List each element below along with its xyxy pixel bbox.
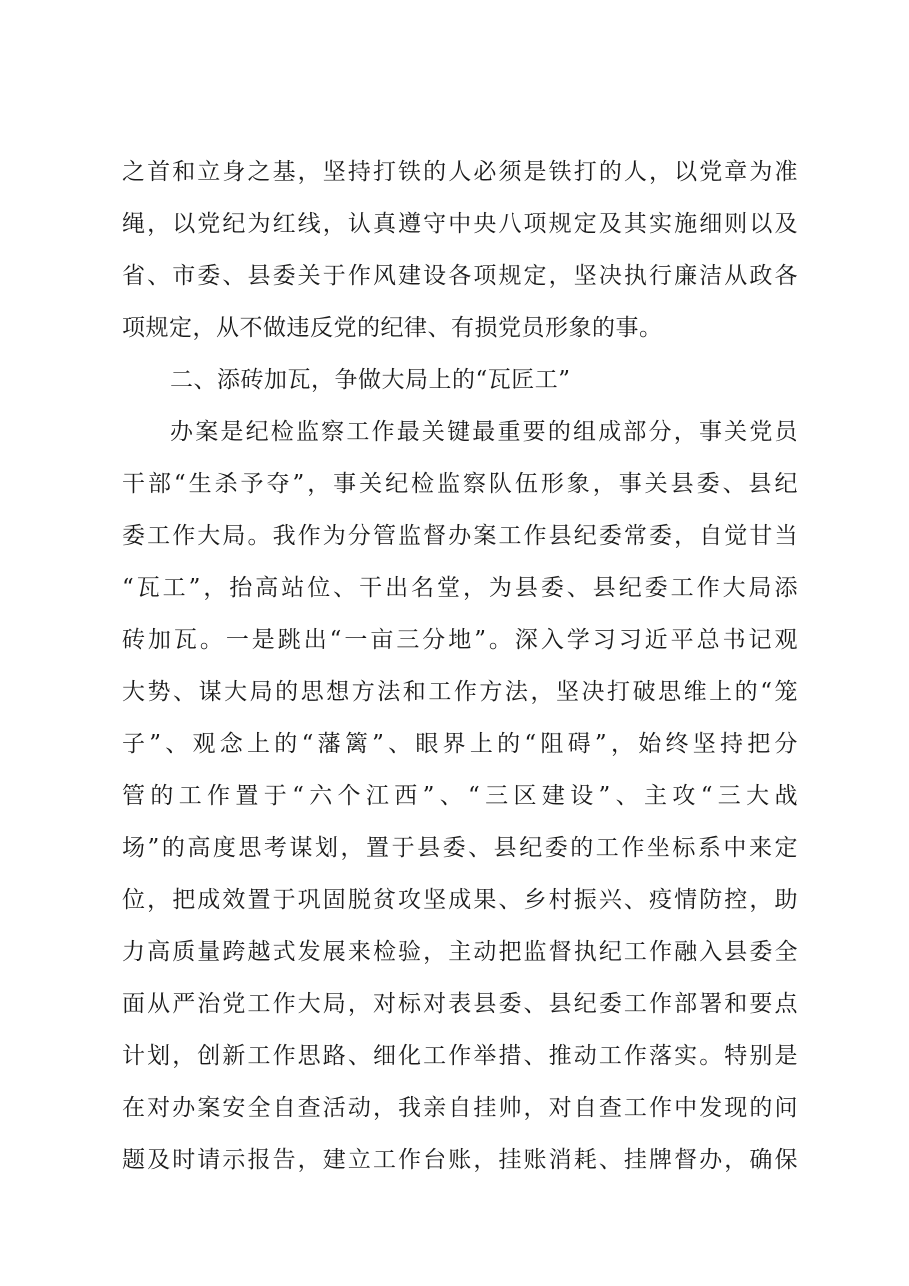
text-line: 办案是纪检监察工作最关键最重要的组成部分，事关党员 (170, 419, 798, 445)
text-line: 子”、观念上的“藩篱”、眼界上的“阻碍”，始终坚持把分 (122, 731, 798, 757)
text-line: 之首和立身之基，坚持打铁的人必须是铁打的人，以党章为准 (122, 159, 798, 185)
text-line: 管的工作置于“六个江西”、“三区建设”、主攻“三大战 (122, 783, 798, 809)
text-line: 场”的高度思考谋划，置于县委、县纪委的工作坐标系中来定 (122, 835, 798, 861)
text-line: 计划，创新工作思路、细化工作举措、推动工作落实。特别是 (122, 1043, 798, 1069)
body-text (122, 146, 798, 1186)
text-line: “瓦工”，抬高站位、干出名堂，为县委、县纪委工作大局添 (122, 575, 798, 601)
text-line: 力高质量跨越式发展来检验，主动把监督执纪工作融入县委全 (122, 939, 798, 965)
text-line: 大势、谋大局的思想方法和工作方法，坚决打破思维上的“笼 (122, 679, 798, 705)
section-heading: 二、添砖加瓦，争做大局上的“瓦匠工” (170, 367, 571, 393)
text-line: 委工作大局。我作为分管监督办案工作县纪委常委，自觉甘当 (122, 523, 798, 549)
text-line: 位，把成效置于巩固脱贫攻坚成果、乡村振兴、疫情防控，助 (122, 887, 798, 913)
text-line: 绳，以党纪为红线，认真遵守中央八项规定及其实施细则以及 (122, 211, 798, 237)
text-line: 省、市委、县委关于作风建设各项规定，坚决执行廉洁从政各 (122, 263, 798, 289)
text-line: 题及时请示报告，建立工作台账，挂账消耗、挂牌督办，确保 (122, 1147, 798, 1173)
text-line: 砖加瓦。一是跳出“一亩三分地”。深入学习习近平总书记观 (122, 627, 798, 653)
text-line: 在对办案安全自查活动，我亲自挂帅，对自查工作中发现的问 (122, 1095, 798, 1121)
text-line: 面从严治党工作大局，对标对表县委、县纪委工作部署和要点 (122, 991, 798, 1017)
text-line: 干部“生杀予夺”，事关纪检监察队伍形象，事关县委、县纪 (122, 471, 798, 497)
text-line: 项规定，从不做违反党的纪律、有损党员形象的事。 (122, 315, 663, 341)
